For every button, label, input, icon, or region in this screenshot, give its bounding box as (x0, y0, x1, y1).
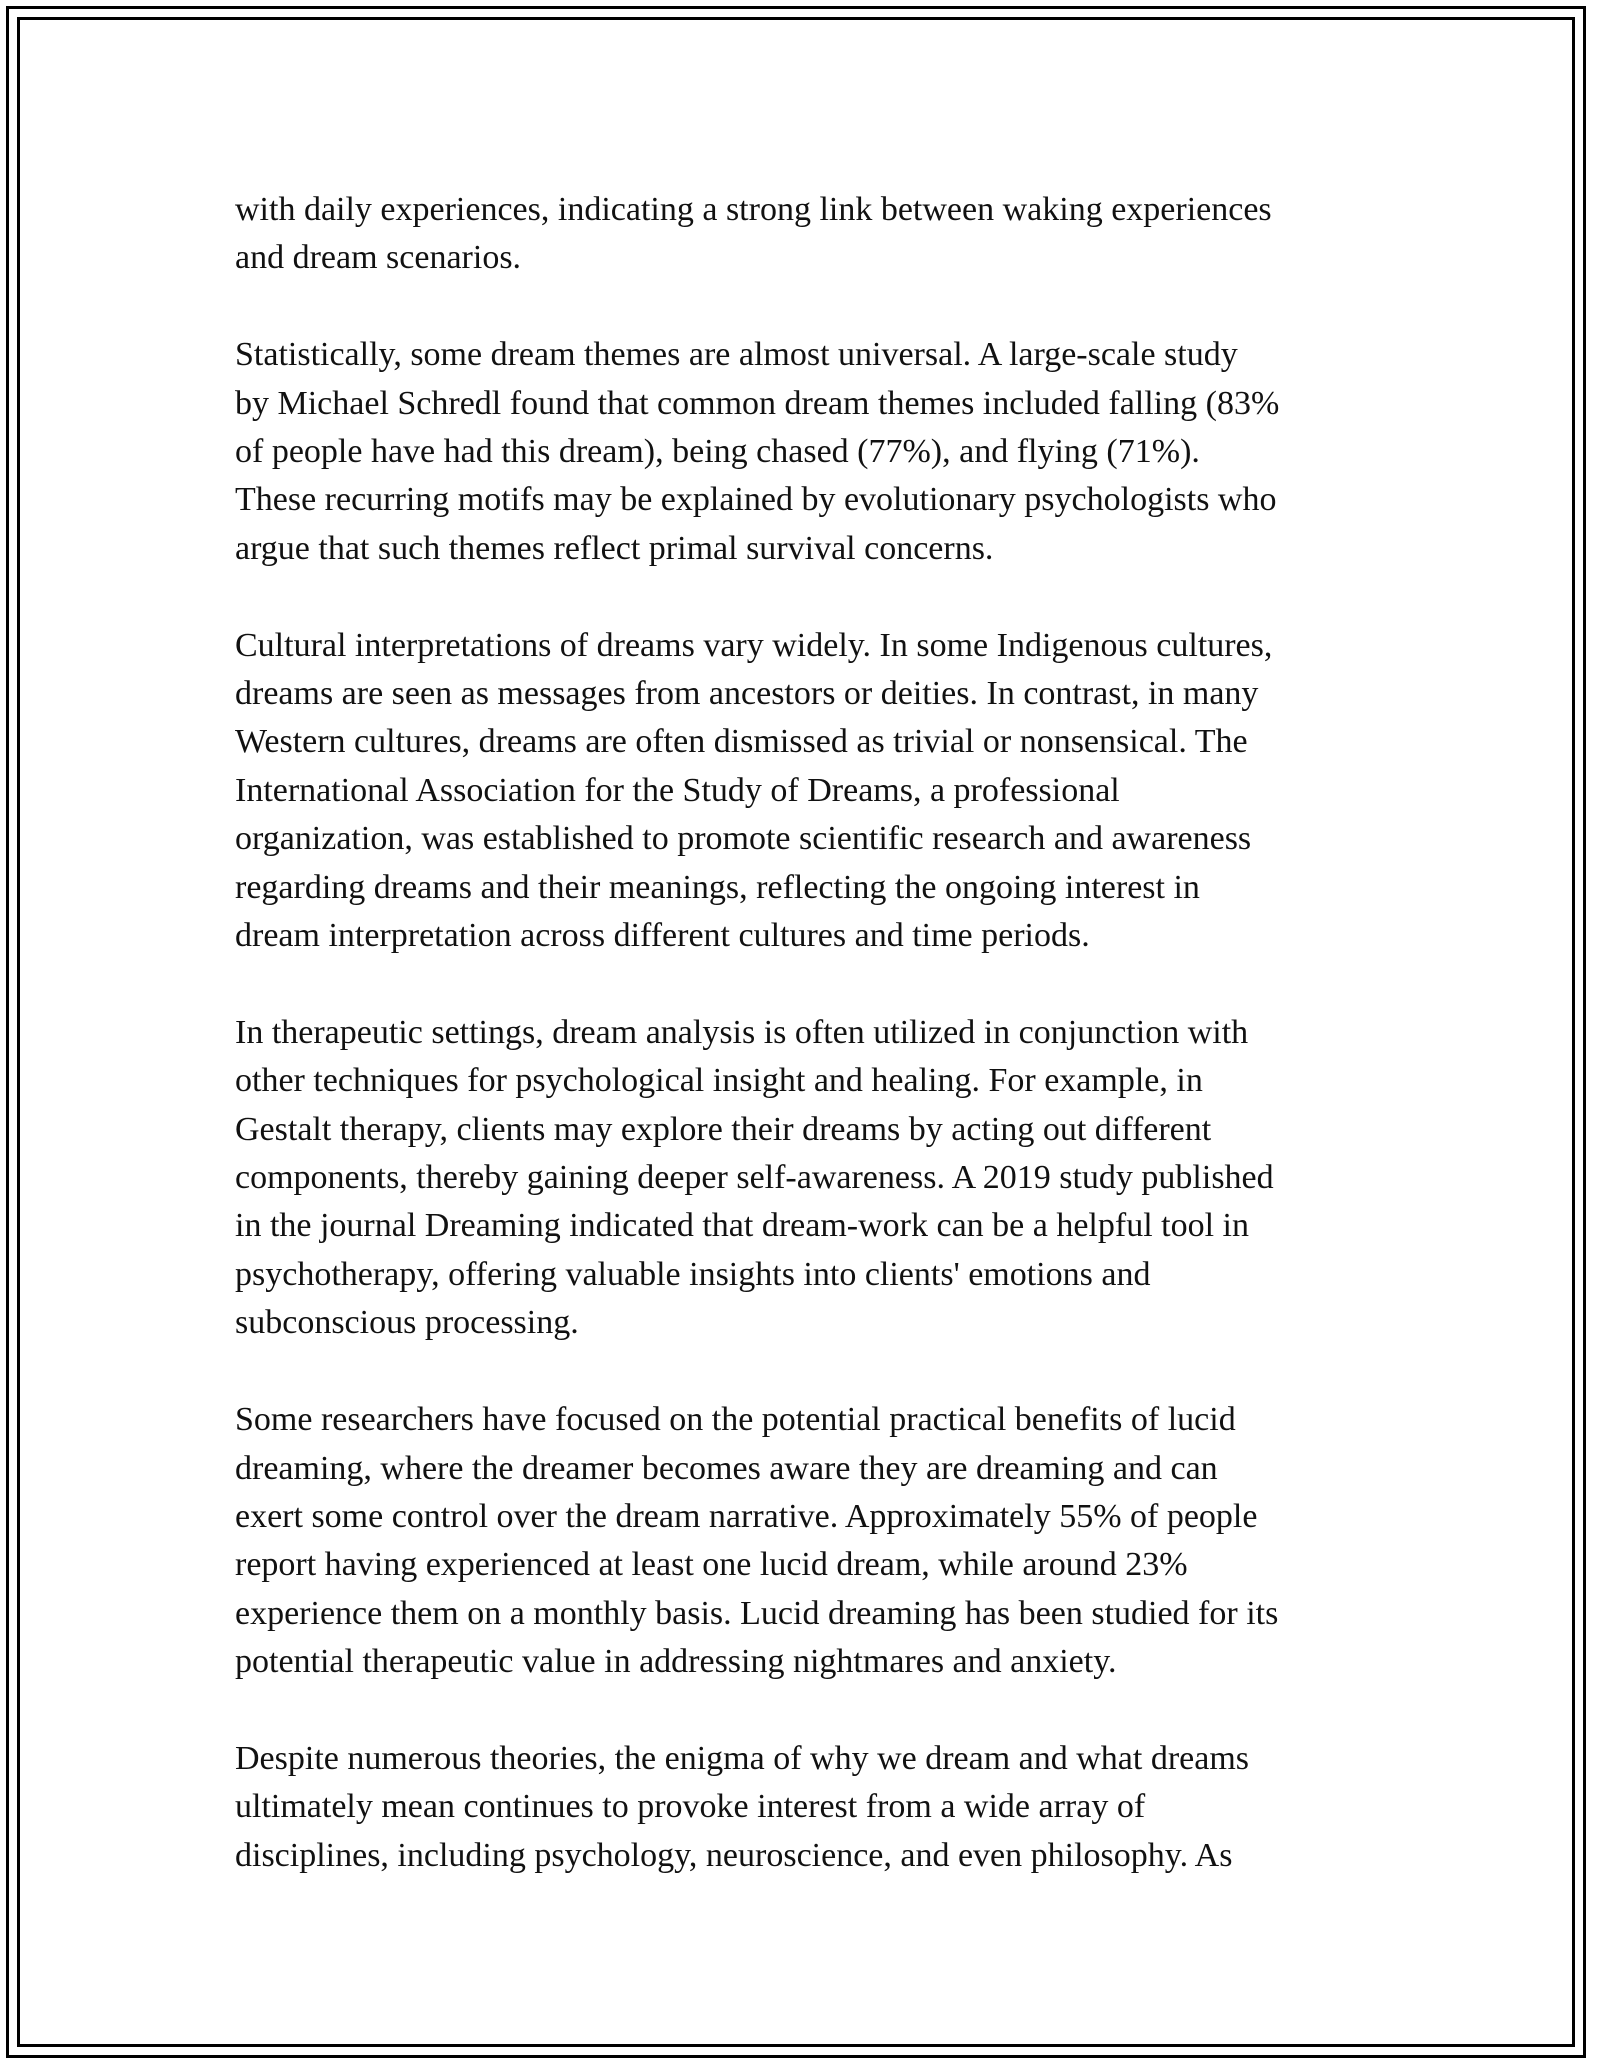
text-line: potential therapeutic value in addressing nightmares and anxiety. (235, 1643, 1117, 1681)
text-line: Statistically, some dream themes are almost universal. A large-scale study (235, 336, 1238, 374)
text-line: components, thereby gaining deeper self-awareness. A 2019 study published (235, 1159, 1274, 1197)
text-line: Western cultures, dreams are often dismissed as trivial or nonsensical. The (235, 723, 1248, 761)
text-line: Gestalt therapy, clients may explore their dreams by acting out different (235, 1110, 1212, 1148)
text-line: dream interpretation across different cultures and time periods. (235, 917, 1090, 955)
paragraph-1 (235, 186, 1375, 283)
paragraph-5 (235, 1396, 1375, 1686)
text-line: exert some control over the dream narrative. Approximately 55% of people (235, 1497, 1258, 1535)
text-line: regarding dreams and their meanings, reflecting the ongoing interest in (235, 868, 1200, 906)
text-line: These recurring motifs may be explained by evolutionary psychologists who (235, 481, 1277, 519)
text-line: International Association for the Study of Dreams, a professional (235, 771, 1120, 809)
text-line: experience them on a monthly basis. Lucid dreaming has been studied for its (235, 1594, 1279, 1632)
text-line: organization, was established to promote scientific research and awareness (235, 820, 1252, 858)
text-line: of people have had this dream), being chased (77%), and flying (71%). (235, 433, 1200, 471)
paragraph-6 (235, 1735, 1375, 1880)
text-line: in the journal Dreaming indicated that dream-work can be a helpful tool in (235, 1207, 1249, 1245)
text-line: and dream scenarios. (235, 239, 522, 277)
text-line: psychotherapy, offering valuable insights into clients' emotions and (235, 1255, 1151, 1293)
text-line: report having experienced at least one lucid dream, while around 23% (235, 1546, 1188, 1584)
text-line: other techniques for psychological insight and healing. For example, in (235, 1062, 1203, 1100)
text-line: Cultural interpretations of dreams vary widely. In some Indigenous cultures, (235, 626, 1273, 664)
paragraph-3 (235, 622, 1375, 961)
text-line: ultimately mean continues to provoke interest from a wide array of (235, 1788, 1146, 1826)
text-line: argue that such themes reflect primal survival concerns. (235, 529, 994, 567)
text-line: dreaming, where the dreamer becomes aware they are dreaming and can (235, 1449, 1218, 1487)
document-body (235, 186, 1375, 1929)
text-line: Despite numerous theories, the enigma of why we dream and what dreams (235, 1739, 1250, 1777)
text-line: by Michael Schredl found that common dream themes included falling (83% (235, 384, 1280, 422)
text-line: with daily experiences, indicating a strong link between waking experiences (235, 191, 1272, 228)
text-line: disciplines, including psychology, neuroscience, and even philosophy. As (235, 1836, 1233, 1874)
text-line: Some researchers have focused on the potential practical benefits of lucid (235, 1401, 1236, 1439)
text-line: In therapeutic settings, dream analysis is often utilized in conjunction with (235, 1013, 1249, 1051)
paragraph-2 (235, 331, 1375, 573)
paragraph-4 (235, 1009, 1375, 1348)
text-line: subconscious processing. (235, 1304, 579, 1342)
text-line: dreams are seen as messages from ancestors or deities. In contrast, in many (235, 675, 1259, 713)
